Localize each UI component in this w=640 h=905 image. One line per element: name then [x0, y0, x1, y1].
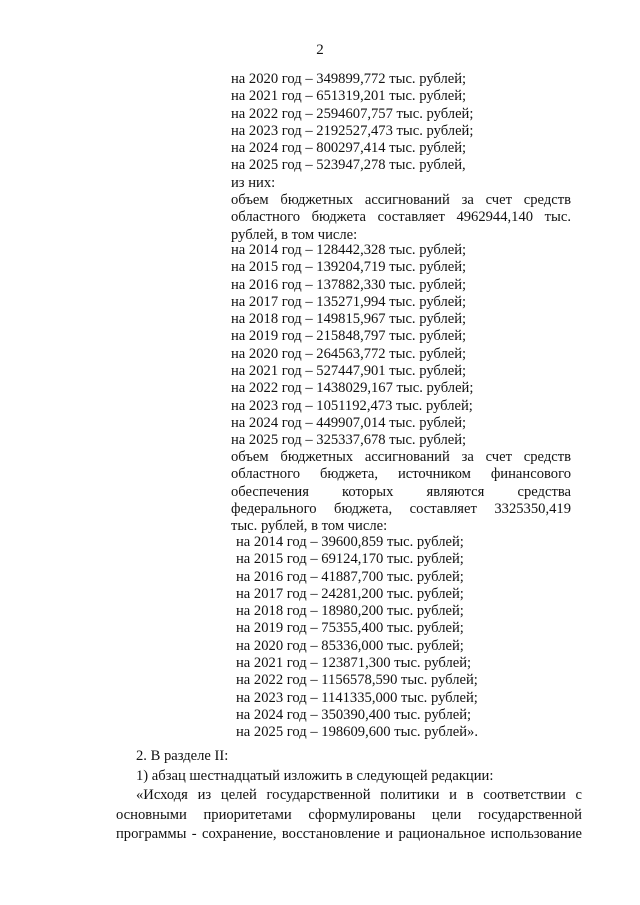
federal-intro-line: обеспечения которых являются средства: [231, 483, 571, 500]
list-item: на 2024 год – 449907,014 тыс. рублей;: [231, 414, 467, 431]
section-heading: 2. В разделе II:: [136, 748, 229, 764]
federal-intro-line: областного бюджета, источником финансового: [231, 466, 571, 483]
regional-intro-line: объем бюджетных ассигнований за счет средств: [231, 192, 571, 209]
list-item: на 2022 год – 2594607,757 тыс. рублей;: [231, 105, 474, 122]
page-number: 2: [316, 42, 324, 58]
list-item: на 2017 год – 135271,994 тыс. рублей;: [231, 293, 467, 310]
list-item: на 2021 год – 527447,901 тыс. рублей;: [231, 363, 467, 380]
list-item: на 2017 год – 24281,200 тыс. рублей;: [236, 585, 464, 602]
federal-intro-line: объем бюджетных ассигнований за счет средств: [231, 449, 571, 465]
quote-line: программы - сохранение, восстановление и рациональное использование: [116, 826, 582, 842]
list-item: на 2022 год – 1438029,167 тыс. рублей;: [231, 380, 474, 397]
federal-intro-line: федерального бюджета, составляет 3325350,419: [231, 500, 571, 517]
list-item: на 2025 год – 325337,678 тыс. рублей;: [231, 432, 467, 449]
list-item: на 2015 год – 69124,170 тыс. рублей;: [236, 551, 464, 568]
regional-intro-line: рублей, в том числе:: [231, 226, 358, 243]
list-item: на 2025 год – 523947,278 тыс. рублей,: [231, 157, 466, 174]
quote-line: «Исходя из целей государственной политики и в соответствии с: [136, 787, 582, 803]
of-them-label: из них:: [231, 174, 276, 191]
list-item: на 2023 год – 1051192,473 тыс. рублей;: [231, 397, 473, 414]
federal-intro-paragraph: [231, 449, 571, 535]
list-item: на 2014 год – 128442,328 тыс. рублей;: [231, 242, 467, 258]
list-item: на 2021 год – 123871,300 тыс. рублей;: [236, 655, 472, 672]
list-item: на 2020 год – 85336,000 тыс. рублей;: [236, 637, 464, 654]
regional-intro-line: областного бюджета составляет 4962944,140 тыс.: [231, 209, 571, 226]
amendment-item: 1) абзац шестнадцатый изложить в следующей редакции:: [136, 767, 494, 784]
quote-line: основными приоритетами сформулированы цели государственной: [116, 806, 582, 823]
list-item: на 2018 год – 18980,200 тыс. рублей;: [236, 603, 464, 620]
list-item: на 2019 год – 75355,400 тыс. рублей;: [236, 620, 464, 637]
list-item: на 2020 год – 349899,772 тыс. рублей;: [231, 71, 467, 87]
list-item: на 2022 год – 1156578,590 тыс. рублей;: [236, 672, 478, 689]
list-item: на 2024 год – 350390,400 тыс. рублей;: [236, 706, 472, 723]
list-item: на 2025 год – 198609,600 тыс. рублей».: [236, 724, 479, 741]
list-item: на 2023 год – 1141335,000 тыс. рублей;: [236, 689, 478, 706]
funding-totals-list: [231, 71, 571, 244]
list-item: на 2018 год – 149815,967 тыс. рублей;: [231, 311, 467, 328]
list-item: на 2023 год – 2192527,473 тыс. рублей;: [231, 122, 474, 139]
list-item: на 2021 год – 651319,201 тыс. рублей;: [231, 88, 467, 105]
list-item: на 2016 год – 137882,330 тыс. рублей;: [231, 276, 467, 293]
federal-intro-line: тыс. рублей, в том числе:: [231, 518, 388, 535]
list-item: на 2024 год – 800297,414 тыс. рублей;: [231, 140, 467, 157]
list-item: на 2020 год – 264563,772 тыс. рублей;: [231, 345, 467, 362]
federal-budget-list: [236, 534, 576, 742]
main-text: [116, 747, 582, 845]
list-item: на 2015 год – 139204,719 тыс. рублей;: [231, 259, 467, 276]
list-item: на 2014 год – 39600,859 тыс. рублей;: [236, 534, 464, 550]
list-item: на 2019 год – 215848,797 тыс. рублей;: [231, 328, 467, 345]
regional-budget-list: [231, 242, 571, 450]
list-item: на 2016 год – 41887,700 тыс. рублей;: [236, 568, 464, 585]
